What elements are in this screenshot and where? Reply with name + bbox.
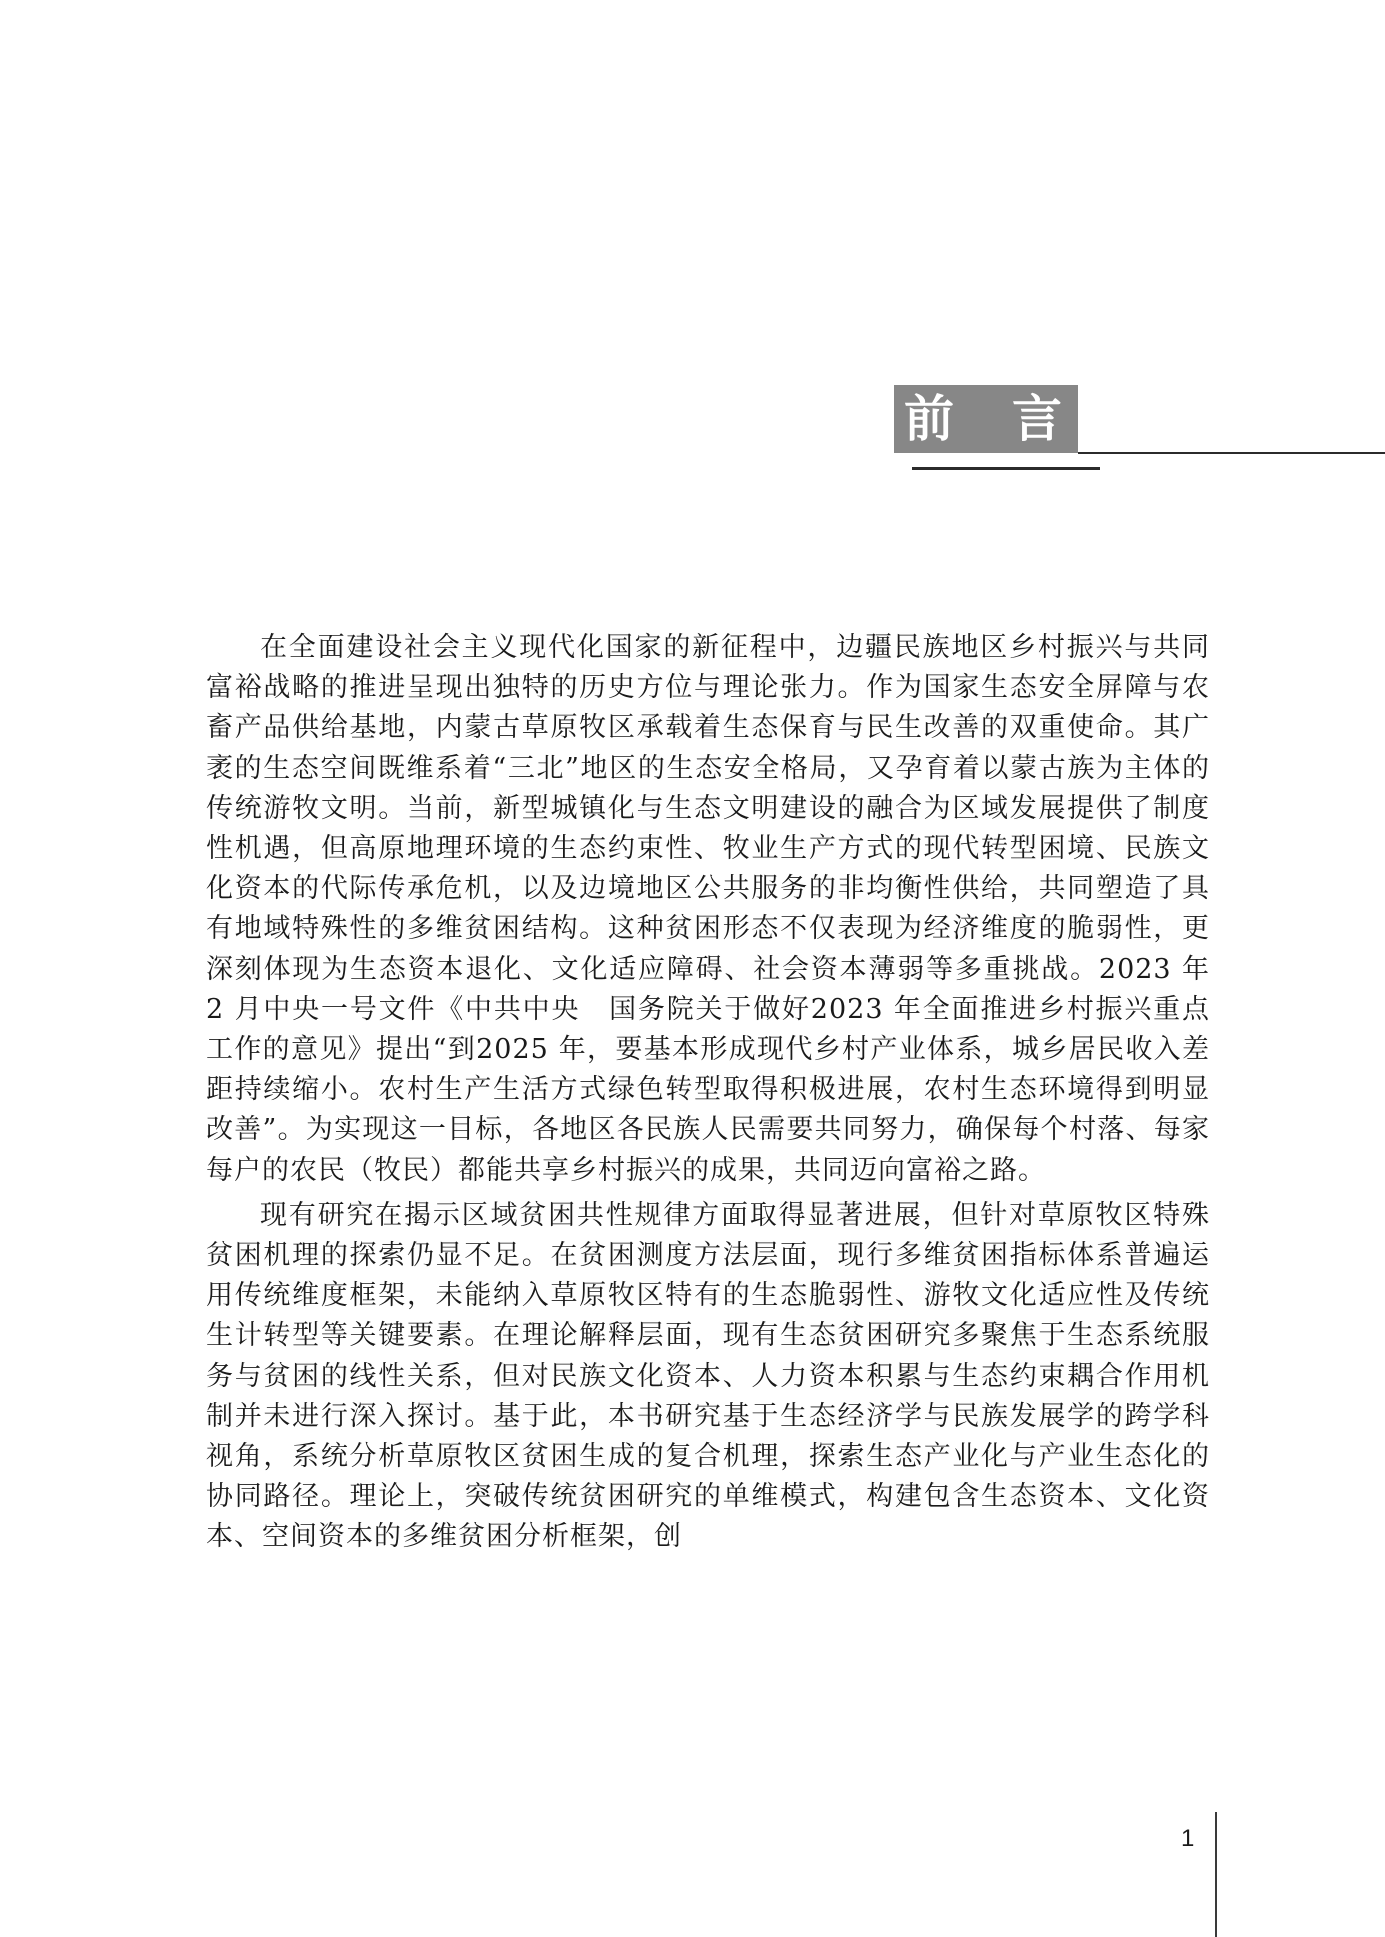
body-text bbox=[206, 628, 1210, 1563]
heading-rule bbox=[1078, 452, 1385, 454]
page-number-rule bbox=[1215, 1812, 1217, 1937]
title-char-1: 前 bbox=[904, 390, 956, 448]
heading-underline bbox=[912, 467, 1100, 470]
page-number: 1 bbox=[1181, 1825, 1195, 1852]
title-char-2: 言 bbox=[1012, 390, 1064, 448]
paragraph-2: 现有研究在揭示区域贫困共性规律方面取得显著进展，但针对草原牧区特殊贫困机理的探索仍显不足。在贫困测度方法层面，现行多维贫困指标体系普遍运用传统维度框架，未能纳入草原牧区特有的生态脆弱性、游牧文化适应性及传统生计转型等关键要素。在理论解释层面，现有生态贫困研究多聚焦于生态系统服务与贫困的线性关系，但对民族文化资本、人力资本积累与生态约束耦合作用机制并未进行深入探讨。基于此，本书研究基于生态经济学与民族发展学的跨学科视角，系统分析草原牧区贫困生成的复合机理，探索生态产业化与产业生态化的协同路径。理论上，突破传统贫困研究的单维模式，构建包含生态资本、文化资本、空间资本的多维贫困分析框架，创 bbox=[206, 1199, 1210, 1553]
paragraph-1: 在全面建设社会主义现代化国家的新征程中，边疆民族地区乡村振兴与共同富裕战略的推进呈现出独特的历史方位与理论张力。作为国家生态安全屏障与农畜产品供给基地，内蒙古草原牧区承载着生态保育与民生改善的双重使命。其广袤的生态空间既维系着“三北”地区的生态安全格局，又孕育着以蒙古族为主体的传统游牧文明。当前，新型城镇化与生态文明建设的融合为区域发展提供了制度性机遇，但高原地理环境的生态约束性、牧业生产方式的现代转型困境、民族文化资本的代际传承危机，以及边境地区公共服务的非均衡性供给，共同塑造了具有地域特殊性的多维贫困结构。这种贫困形态不仅表现为经济维度的脆弱性，更深刻体现为生态资本退化、文化适应障碍、社会资本薄弱等多重挑战。2023 年 2 月中央一号文件《中共中央 国务院关于做好2023 年全面推进乡村振兴重点工作的意见》提出“到2025 年，要基本形成现代乡村产业体系，城乡居民收入差距持续缩小。农村生产生活方式绿色转型取得积极进展，农村生态环境得到明显改善”。为实现这一目标，各地区各民族人民需要共同努力，确保每个村落、每家每户的农民（牧民）都能共享乡村振兴的成果，共同迈向富裕之路。 bbox=[206, 632, 1210, 1186]
page-title bbox=[894, 385, 1078, 453]
